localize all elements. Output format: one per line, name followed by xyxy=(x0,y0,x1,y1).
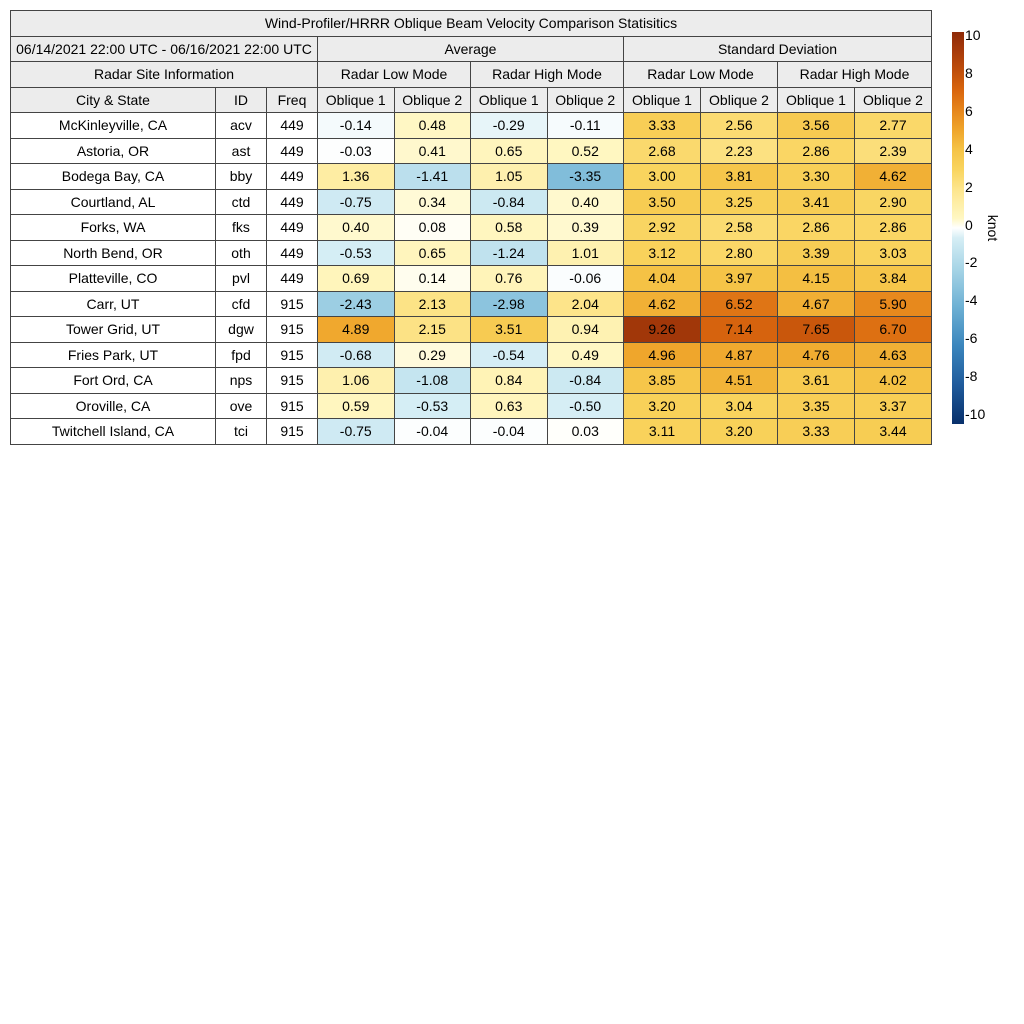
value-cell: 0.65 xyxy=(394,240,471,266)
std-high-mode-header: Radar High Mode xyxy=(778,62,932,88)
value-cell: -1.24 xyxy=(471,240,548,266)
colorbar-tick-label: 8 xyxy=(965,64,973,81)
value-cell: 2.04 xyxy=(547,291,624,317)
freq-cell: 915 xyxy=(267,317,318,343)
value-cell: 3.44 xyxy=(855,419,932,445)
stats-table xyxy=(10,10,932,445)
freq-cell: 915 xyxy=(267,368,318,394)
city-cell: Courtland, AL xyxy=(11,189,216,215)
value-cell: 6.52 xyxy=(701,291,778,317)
value-cell: 0.69 xyxy=(318,266,395,292)
value-cell: 2.86 xyxy=(855,215,932,241)
column-header-oblique: Oblique 1 xyxy=(318,87,395,113)
value-cell: 4.04 xyxy=(624,266,701,292)
value-cell: 4.76 xyxy=(778,342,855,368)
id-cell: pvl xyxy=(216,266,267,292)
site-info-header: Radar Site Information xyxy=(11,62,318,88)
id-cell: ctd xyxy=(216,189,267,215)
id-cell: dgw xyxy=(216,317,267,343)
group-header-row xyxy=(11,36,932,62)
value-cell: 2.23 xyxy=(701,138,778,164)
value-cell: 3.04 xyxy=(701,393,778,419)
value-cell: 0.03 xyxy=(547,419,624,445)
value-cell: 0.39 xyxy=(547,215,624,241)
value-cell: 3.85 xyxy=(624,368,701,394)
value-cell: 0.84 xyxy=(471,368,548,394)
id-cell: fpd xyxy=(216,342,267,368)
value-cell: 2.58 xyxy=(701,215,778,241)
value-cell: 0.76 xyxy=(471,266,548,292)
table-row xyxy=(11,138,932,164)
value-cell: 0.59 xyxy=(318,393,395,419)
value-cell: 3.50 xyxy=(624,189,701,215)
value-cell: -0.50 xyxy=(547,393,624,419)
value-cell: -0.75 xyxy=(318,189,395,215)
freq-cell: 449 xyxy=(267,138,318,164)
value-cell: -2.43 xyxy=(318,291,395,317)
value-cell: -1.08 xyxy=(394,368,471,394)
colorbar-tick-label: -8 xyxy=(965,368,978,385)
value-cell: -0.53 xyxy=(318,240,395,266)
value-cell: 9.26 xyxy=(624,317,701,343)
value-cell: 2.39 xyxy=(855,138,932,164)
value-cell: 3.25 xyxy=(701,189,778,215)
id-cell: fks xyxy=(216,215,267,241)
value-cell: -0.06 xyxy=(547,266,624,292)
city-cell: Platteville, CO xyxy=(11,266,216,292)
value-cell: 3.84 xyxy=(855,266,932,292)
column-header-oblique: Oblique 2 xyxy=(701,87,778,113)
column-header-oblique: Oblique 2 xyxy=(547,87,624,113)
value-cell: 2.68 xyxy=(624,138,701,164)
column-header-oblique: Oblique 2 xyxy=(855,87,932,113)
value-cell: 7.65 xyxy=(778,317,855,343)
table-row xyxy=(11,240,932,266)
value-cell: -0.84 xyxy=(547,368,624,394)
value-cell: 3.97 xyxy=(701,266,778,292)
table-row xyxy=(11,266,932,292)
value-cell: 3.35 xyxy=(778,393,855,419)
value-cell: 3.30 xyxy=(778,164,855,190)
city-cell: Fries Park, UT xyxy=(11,342,216,368)
id-cell: oth xyxy=(216,240,267,266)
column-header-oblique: Oblique 1 xyxy=(471,87,548,113)
value-cell: -2.98 xyxy=(471,291,548,317)
column-header-row xyxy=(11,87,932,113)
colorbar-tick-label: -4 xyxy=(965,292,978,309)
value-cell: 4.63 xyxy=(855,342,932,368)
value-cell: 1.05 xyxy=(471,164,548,190)
value-cell: 2.90 xyxy=(855,189,932,215)
value-cell: 0.63 xyxy=(471,393,548,419)
value-cell: -0.54 xyxy=(471,342,548,368)
city-cell: North Bend, OR xyxy=(11,240,216,266)
value-cell: 3.03 xyxy=(855,240,932,266)
value-cell: 2.92 xyxy=(624,215,701,241)
value-cell: -3.35 xyxy=(547,164,624,190)
colorbar-tick-label: 10 xyxy=(965,27,981,43)
column-header-id: ID xyxy=(216,87,267,113)
id-cell: acv xyxy=(216,113,267,139)
value-cell: 5.90 xyxy=(855,291,932,317)
value-cell: -1.41 xyxy=(394,164,471,190)
value-cell: 3.41 xyxy=(778,189,855,215)
table-row xyxy=(11,342,932,368)
value-cell: 4.89 xyxy=(318,317,395,343)
colorbar-tick-label: 0 xyxy=(965,216,973,233)
value-cell: 0.94 xyxy=(547,317,624,343)
value-cell: 7.14 xyxy=(701,317,778,343)
value-cell: 2.80 xyxy=(701,240,778,266)
city-cell: Bodega Bay, CA xyxy=(11,164,216,190)
city-cell: Tower Grid, UT xyxy=(11,317,216,343)
table-row xyxy=(11,164,932,190)
value-cell: 2.86 xyxy=(778,215,855,241)
value-cell: -0.68 xyxy=(318,342,395,368)
value-cell: 3.33 xyxy=(624,113,701,139)
value-cell: 3.00 xyxy=(624,164,701,190)
value-cell: -0.53 xyxy=(394,393,471,419)
value-cell: -0.11 xyxy=(547,113,624,139)
value-cell: 4.62 xyxy=(624,291,701,317)
value-cell: 0.14 xyxy=(394,266,471,292)
value-cell: 1.06 xyxy=(318,368,395,394)
value-cell: 0.40 xyxy=(547,189,624,215)
table-row xyxy=(11,291,932,317)
value-cell: 4.02 xyxy=(855,368,932,394)
value-cell: 3.20 xyxy=(701,419,778,445)
id-cell: ove xyxy=(216,393,267,419)
city-cell: Twitchell Island, CA xyxy=(11,419,216,445)
city-cell: Fort Ord, CA xyxy=(11,368,216,394)
table-body xyxy=(11,11,932,445)
value-cell: -0.29 xyxy=(471,113,548,139)
value-cell: 0.41 xyxy=(394,138,471,164)
city-cell: Oroville, CA xyxy=(11,393,216,419)
freq-cell: 449 xyxy=(267,113,318,139)
value-cell: 0.58 xyxy=(471,215,548,241)
colorbar-unit-label: knot xyxy=(985,214,1001,242)
avg-low-mode-header: Radar Low Mode xyxy=(318,62,471,88)
freq-cell: 915 xyxy=(267,419,318,445)
colorbar-tick-label: 6 xyxy=(965,102,973,119)
value-cell: -0.14 xyxy=(318,113,395,139)
id-cell: cfd xyxy=(216,291,267,317)
value-cell: -0.84 xyxy=(471,189,548,215)
column-header-oblique: Oblique 1 xyxy=(778,87,855,113)
value-cell: 0.08 xyxy=(394,215,471,241)
value-cell: 4.51 xyxy=(701,368,778,394)
value-cell: 0.52 xyxy=(547,138,624,164)
id-cell: ast xyxy=(216,138,267,164)
value-cell: 1.36 xyxy=(318,164,395,190)
date-range: 06/14/2021 22:00 UTC - 06/16/2021 22:00 UTC xyxy=(11,36,318,62)
value-cell: -0.03 xyxy=(318,138,395,164)
value-cell: 0.49 xyxy=(547,342,624,368)
value-cell: 0.65 xyxy=(471,138,548,164)
value-cell: 2.15 xyxy=(394,317,471,343)
id-cell: tci xyxy=(216,419,267,445)
mode-header-row xyxy=(11,62,932,88)
id-cell: bby xyxy=(216,164,267,190)
id-cell: nps xyxy=(216,368,267,394)
table-row xyxy=(11,189,932,215)
value-cell: 4.62 xyxy=(855,164,932,190)
column-header-oblique: Oblique 2 xyxy=(394,87,471,113)
value-cell: 3.51 xyxy=(471,317,548,343)
value-cell: -0.75 xyxy=(318,419,395,445)
value-cell: 0.48 xyxy=(394,113,471,139)
value-cell: 3.11 xyxy=(624,419,701,445)
city-cell: Carr, UT xyxy=(11,291,216,317)
value-cell: 4.15 xyxy=(778,266,855,292)
colorbar-tick-label: 4 xyxy=(965,140,973,157)
table-row xyxy=(11,317,932,343)
city-cell: McKinleyville, CA xyxy=(11,113,216,139)
value-cell: 3.61 xyxy=(778,368,855,394)
column-header-city: City & State xyxy=(11,87,216,113)
freq-cell: 449 xyxy=(267,266,318,292)
value-cell: 4.67 xyxy=(778,291,855,317)
avg-high-mode-header: Radar High Mode xyxy=(471,62,624,88)
table-row xyxy=(11,113,932,139)
value-cell: 3.37 xyxy=(855,393,932,419)
city-cell: Astoria, OR xyxy=(11,138,216,164)
freq-cell: 915 xyxy=(267,342,318,368)
value-cell: 3.81 xyxy=(701,164,778,190)
average-group-header: Average xyxy=(318,36,624,62)
value-cell: 4.96 xyxy=(624,342,701,368)
value-cell: 6.70 xyxy=(855,317,932,343)
freq-cell: 915 xyxy=(267,393,318,419)
colorbar-tick-label: 2 xyxy=(965,178,973,195)
value-cell: 2.13 xyxy=(394,291,471,317)
value-cell: 3.20 xyxy=(624,393,701,419)
std-group-header: Standard Deviation xyxy=(624,36,932,62)
column-header-freq: Freq xyxy=(267,87,318,113)
value-cell: -0.04 xyxy=(471,419,548,445)
title-row xyxy=(11,11,932,37)
value-cell: 3.12 xyxy=(624,240,701,266)
value-cell: 2.77 xyxy=(855,113,932,139)
value-cell: 0.29 xyxy=(394,342,471,368)
value-cell: 3.39 xyxy=(778,240,855,266)
value-cell: 1.01 xyxy=(547,240,624,266)
value-cell: 2.56 xyxy=(701,113,778,139)
table-row xyxy=(11,419,932,445)
table-title: Wind-Profiler/HRRR Oblique Beam Velocity Comparison Statisitics xyxy=(11,11,932,37)
column-header-oblique: Oblique 1 xyxy=(624,87,701,113)
value-cell: 3.56 xyxy=(778,113,855,139)
city-cell: Forks, WA xyxy=(11,215,216,241)
colorbar-fill xyxy=(952,32,964,424)
table-row xyxy=(11,393,932,419)
value-cell: 0.34 xyxy=(394,189,471,215)
freq-cell: 449 xyxy=(267,164,318,190)
value-cell: 3.33 xyxy=(778,419,855,445)
table-row xyxy=(11,368,932,394)
colorbar xyxy=(952,32,964,424)
freq-cell: 449 xyxy=(267,189,318,215)
colorbar-tick-label: -2 xyxy=(965,254,978,271)
freq-cell: 449 xyxy=(267,215,318,241)
value-cell: 2.86 xyxy=(778,138,855,164)
colorbar-tick-label: -6 xyxy=(965,330,978,347)
value-cell: -0.04 xyxy=(394,419,471,445)
table-row xyxy=(11,215,932,241)
std-low-mode-header: Radar Low Mode xyxy=(624,62,778,88)
colorbar-tick-label: -10 xyxy=(965,406,986,422)
value-cell: 0.40 xyxy=(318,215,395,241)
freq-cell: 449 xyxy=(267,240,318,266)
value-cell: 4.87 xyxy=(701,342,778,368)
freq-cell: 915 xyxy=(267,291,318,317)
